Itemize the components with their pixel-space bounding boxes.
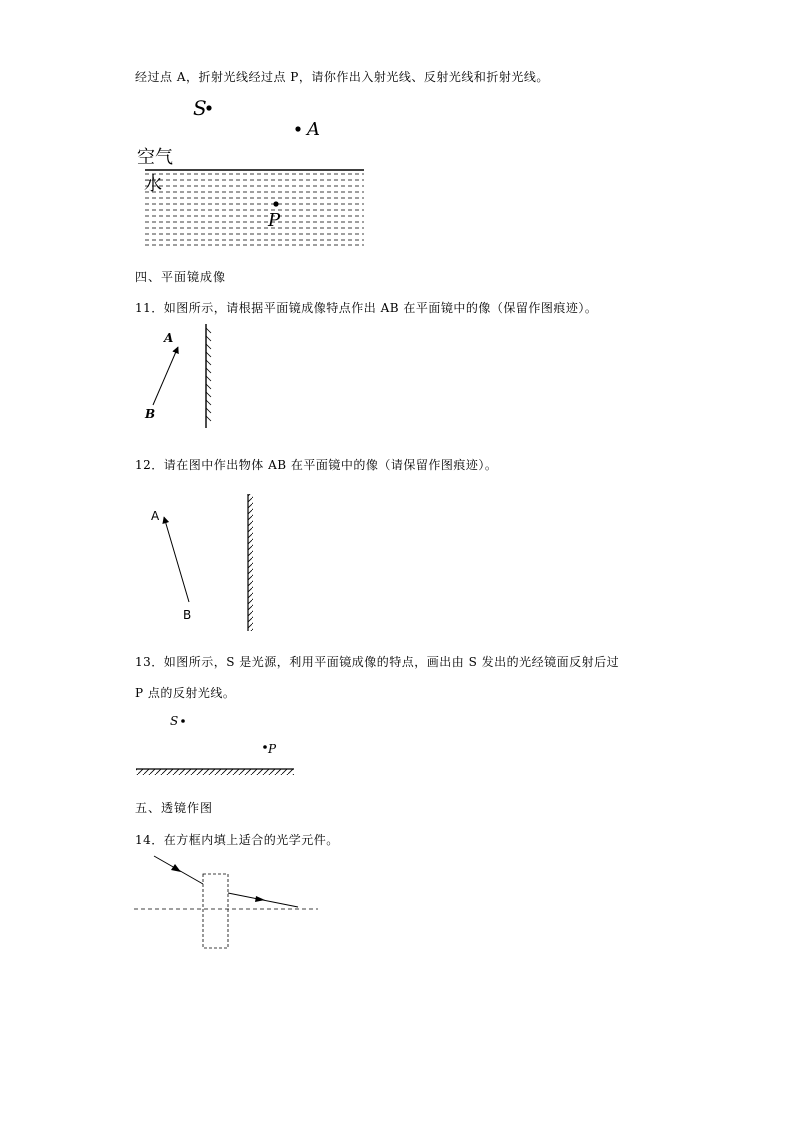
fig14-incident-arrow [171, 864, 181, 872]
question-12-text: 12．请在图中作出物体 AB 在平面镜中的像（请保留作图痕迹）。 [135, 458, 498, 472]
fig10-p-point [273, 201, 278, 206]
figure-10 [137, 96, 364, 245]
fig13-s-point [181, 719, 185, 723]
fig10-a-point [295, 126, 300, 131]
fig14-emergent-arrow [255, 896, 265, 902]
figure-13 [136, 714, 294, 775]
fig13-s-label: S [170, 714, 179, 728]
fig10-a-label: A [307, 119, 320, 140]
fig13-p-point [263, 745, 267, 749]
figure-12 [151, 494, 253, 631]
fig13-mirror-hatch [136, 769, 294, 775]
fig11-b-label: B [145, 407, 156, 421]
fig10-water-label: 水 [144, 174, 162, 195]
fig12-b-label: B [183, 608, 192, 622]
fig12-mirror-hatch [248, 494, 253, 631]
question-13-text-line2: P 点的反射光线。 [135, 686, 236, 700]
fig10-s-point [206, 105, 211, 110]
fig13-p-label: P [268, 742, 277, 756]
question-11-text: 11．如图所示，请根据平面镜成像特点作出 AB 在平面镜中的像（保留作图痕迹）。 [135, 301, 598, 315]
fig14-dashed-box [203, 874, 228, 948]
fig12-arrow-ab [164, 517, 189, 602]
figure-14 [134, 856, 318, 948]
question-13-text-line1: 13．如图所示，S 是光源，利用平面镜成像的特点，画出由 S 发出的光经镜面反射后过 [135, 655, 620, 669]
question-14-text: 14．在方框内填上适合的光学元件。 [135, 833, 339, 847]
section-5-heading: 五、透镜作图 [135, 801, 214, 815]
fig11-a-label: A [164, 331, 174, 345]
fig11-mirror-hatch [206, 328, 211, 421]
figure-11 [144, 324, 211, 428]
fig10-air-label: 空气 [137, 147, 173, 168]
intro-line: 经过点 A，折射光线经过点 P，请你作出入射光线、反射光线和折射光线。 [135, 70, 549, 84]
fig12-a-label: A [151, 509, 160, 523]
fig10-water-dashes [145, 174, 364, 245]
fig10-p-label: P [268, 210, 281, 231]
fig11-arrow-ab [153, 347, 178, 405]
fig10-s-label: S [193, 96, 207, 120]
section-4-heading: 四、平面镜成像 [135, 270, 227, 284]
